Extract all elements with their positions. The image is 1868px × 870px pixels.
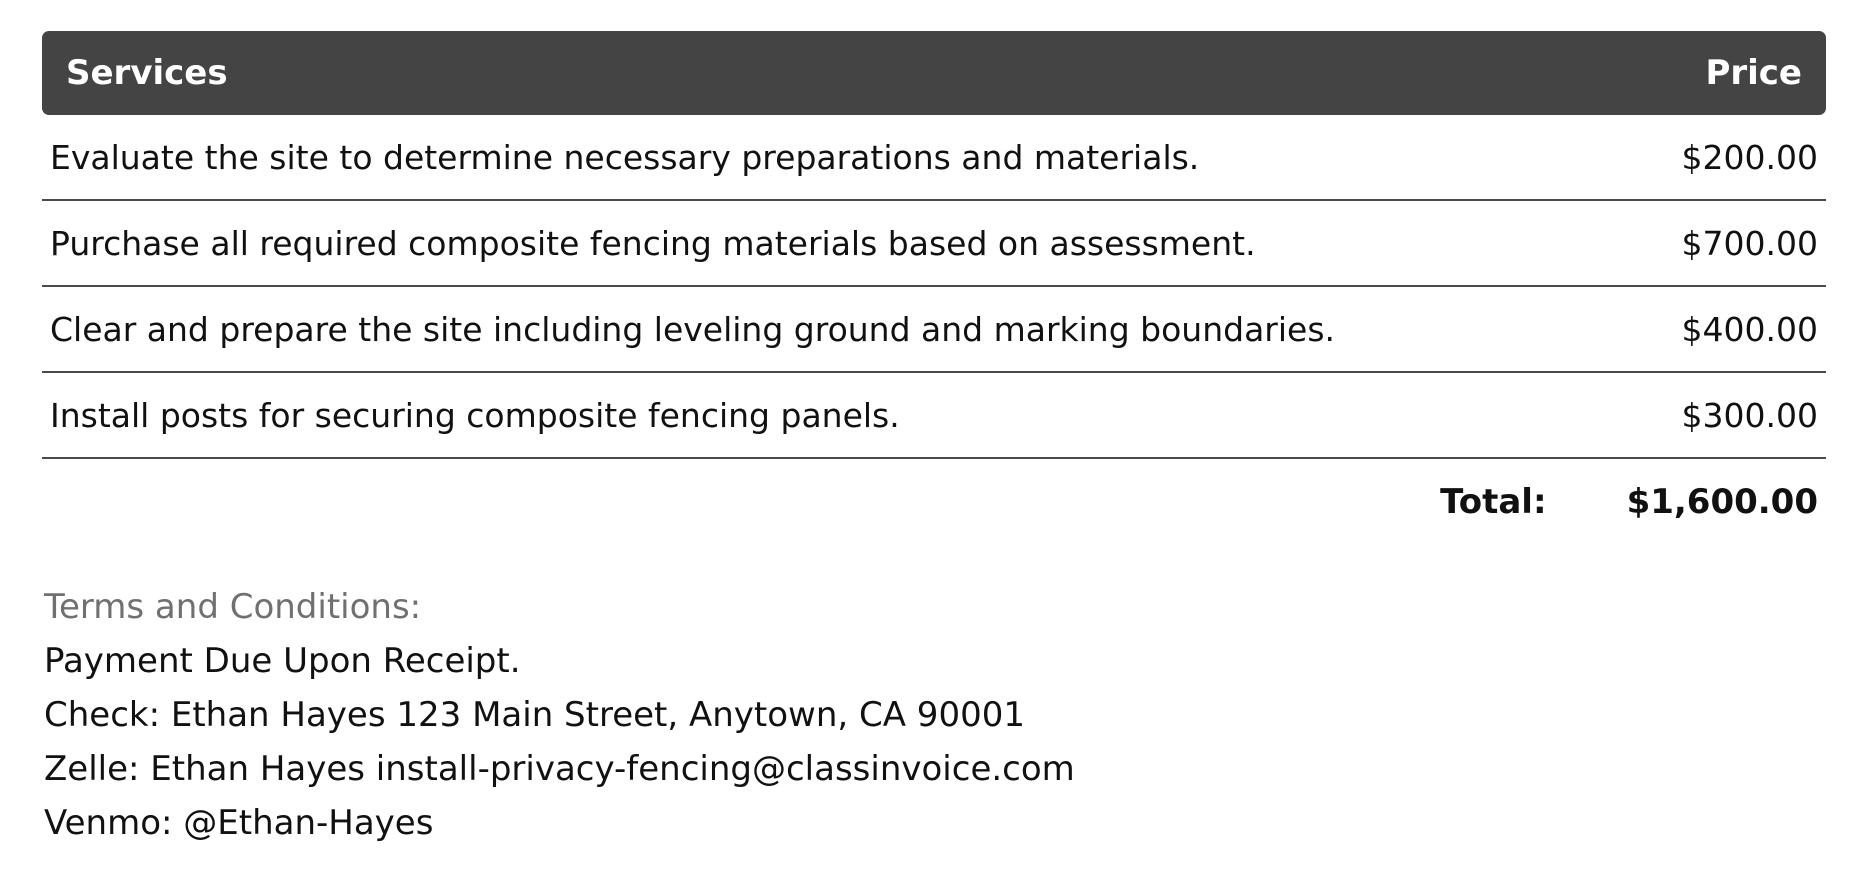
service-price: $400.00 <box>1681 309 1818 349</box>
terms-check: Check: Ethan Hayes 123 Main Street, Anytown, CA 90001 <box>44 695 1025 735</box>
services-column-header: Services <box>66 53 228 93</box>
terms-zelle: Zelle: Ethan Hayes install-privacy-fencing@classinvoice.com <box>44 749 1075 789</box>
total-value: $1,600.00 <box>1626 482 1818 522</box>
table-row <box>42 373 1826 459</box>
service-description: Evaluate the site to determine necessary preparations and materials. <box>50 137 1200 177</box>
service-description: Clear and prepare the site including leveling ground and marking boundaries. <box>50 309 1336 349</box>
service-price: $700.00 <box>1681 223 1818 263</box>
terms-title: Terms and Conditions: <box>44 587 422 627</box>
service-price: $300.00 <box>1681 395 1818 435</box>
terms-venmo: Venmo: @Ethan-Hayes <box>44 803 434 843</box>
table-header <box>42 31 1826 115</box>
table-row <box>42 115 1826 201</box>
service-description: Purchase all required composite fencing materials based on assessment. <box>50 223 1256 263</box>
table-row <box>42 287 1826 373</box>
total-row <box>42 459 1826 545</box>
services-table <box>42 31 1826 545</box>
total-label: Total: <box>1440 482 1547 522</box>
terms-section <box>44 580 1075 850</box>
price-column-header: Price <box>1705 53 1802 93</box>
terms-payment-due: Payment Due Upon Receipt. <box>44 641 521 681</box>
service-description: Install posts for securing composite fencing panels. <box>50 395 900 435</box>
service-price: $200.00 <box>1681 137 1818 177</box>
table-row <box>42 201 1826 287</box>
